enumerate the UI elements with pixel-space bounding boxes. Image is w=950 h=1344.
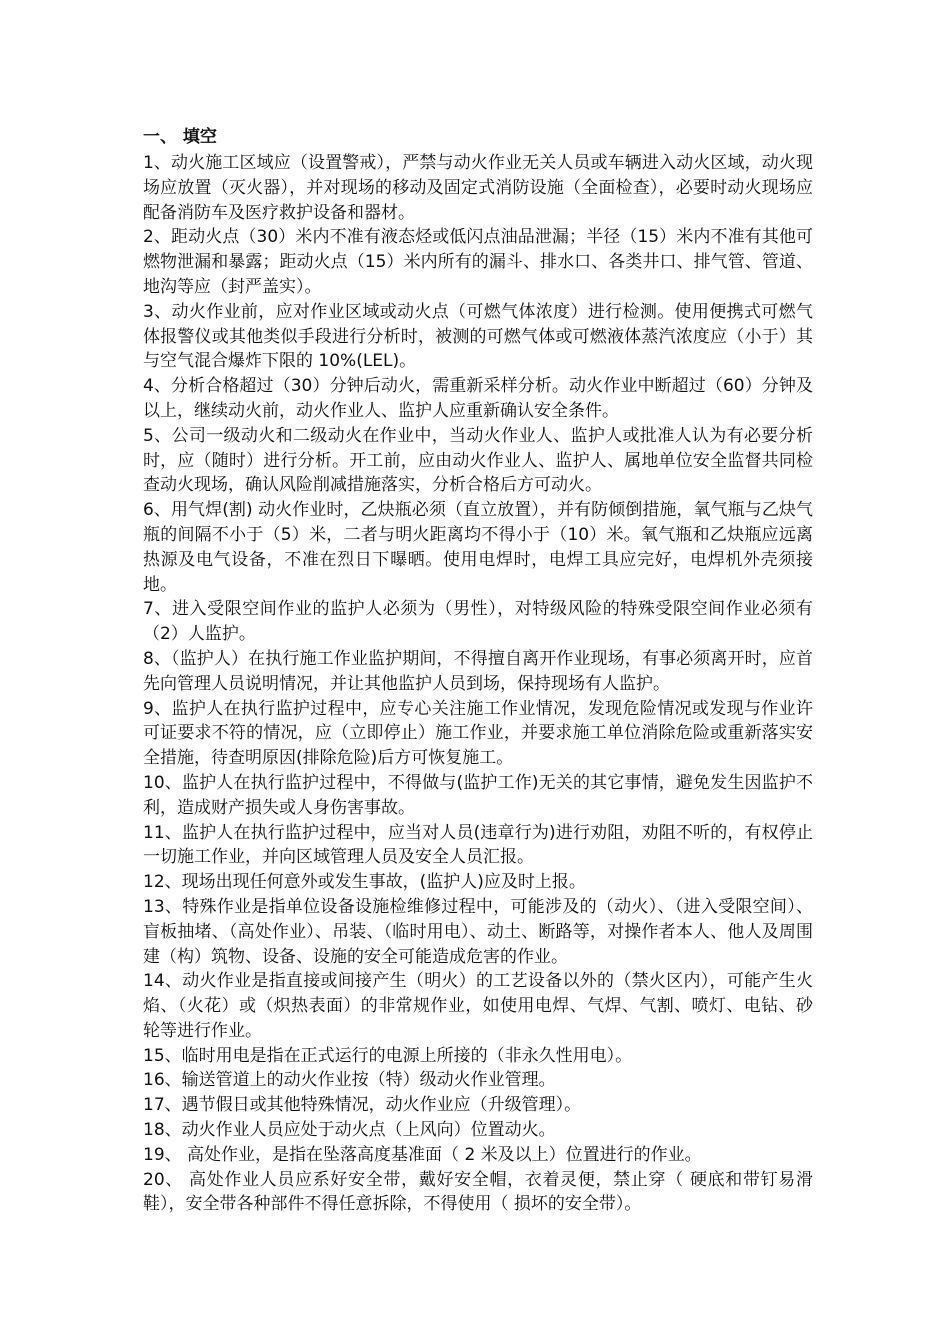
question-item-1: 1、动火施工区域应（设置警戒），严禁与动火作业无关人员或车辆进入动火区域，动火现场应放置（灭火器），并对现场的移动及固定式消防设施（全面检查），必要时动火现场应配备消防车及医疗救护设备和器材。 <box>143 153 813 223</box>
question-item-3: 3、动火作业前，应对作业区域或动火点（可燃气体浓度）进行检测。使用便携式可燃气体报警仪或其他类似手段进行分析时，被测的可燃气体或可燃液体蒸汽浓度应（小于）其与空气混合爆炸下限的 10%(LEL)。 <box>143 301 813 372</box>
question-item-16: 16、输送管道上的动火作业按（特）级动火作业管理。 <box>143 1070 556 1091</box>
question-item-2: 2、距动火点（30）米内不准有液态烃或低闪点油品泄漏；半径（15）米内不准有其他可燃物泄漏和暴露；距动火点（15）米内所有的漏斗、排水口、各类井口、排气管、管道、地沟等应（封严盖实）。 <box>143 227 813 297</box>
question-item-10: 10、监护人在执行监护过程中，不得做与(监护工作)无关的其它事情，避免发生因监护不利，造成财产损失或人身伤害事故。 <box>143 772 813 818</box>
question-item-20: 20、 高处作业人员应系好安全带，戴好安全帽，衣着灵便，禁止穿（ 硬底和带钉易滑鞋），安全带各种部件不得任意拆除，不得使用（ 损坏的安全带）。 <box>143 1169 813 1215</box>
document-page <box>143 125 813 1217</box>
question-item-7: 7、进入受限空间作业的监护人必须为（男性），对特级风险的特殊受限空间作业必须有（2）人监护。 <box>143 599 813 645</box>
question-item-9: 9、监护人在执行监护过程中，应专心关注施工作业情况，发现危险情况或发现与作业许可证要求不符的情况，应（立即停止）施工作业，并要求施工单位消除危险或重新落实安全措施，待查明原因(排除危险)后方可恢复施工。 <box>143 698 813 769</box>
question-item-11: 11、监护人在执行监护过程中，应当对人员(违章行为)进行劝阻，劝阻不听的，有权停止一切施工作业，并向区域管理人员及安全人员汇报。 <box>143 822 813 868</box>
question-list <box>143 151 813 1217</box>
question-item-15: 15、临时用电是指在正式运行的电源上所接的（非永久性用电）。 <box>143 1045 633 1066</box>
question-item-8: 8、（监护人）在执行施工作业监护期间，不得擅自离开作业现场，有事必须离开时，应首先向管理人员说明情况，并让其他监护人员到场，保持现场有人监护。 <box>143 648 813 694</box>
question-item-13: 13、特殊作业是指单位设备设施检维修过程中，可能涉及的（动火）、（进入受限空间）、盲板抽堵、（高处作业）、吊装、（临时用电）、动土、断路等，对操作者本人、他人及周围建（构）筑物、设备、设施的安全可能造成危害的作业。 <box>143 896 813 967</box>
question-item-4: 4、分析合格超过（30）分钟后动火，需重新采样分析。动火作业中断超过（60）分钟及以上，继续动火前，动火作业人、监护人应重新确认安全条件。 <box>143 376 813 421</box>
question-item-18: 18、动火作业人员应处于动火点（上风向）位置动火。 <box>143 1120 556 1141</box>
question-item-12: 12、现场出现任何意外或发生事故，(监护人)应及时上报。 <box>143 872 586 893</box>
question-item-19: 19、 高处作业，是指在坠落高度基准面（ 2 米及以上）位置进行的作业。 <box>143 1144 702 1165</box>
section-title: 一、 填空 <box>143 127 217 147</box>
question-item-6: 6、用气焊(割) 动火作业时，乙炔瓶必须（直立放置），并有防倾倒措施，氧气瓶与乙炔气瓶的间隔不小于（5）米，二者与明火距离均不得小于（10）米。氧气瓶和乙炔瓶应远离热源及电气设备，不准在烈日下曝晒。使用电焊时，电焊工具应完好，电焊机外壳须接地。 <box>143 500 813 595</box>
question-item-17: 17、遇节假日或其他特殊情况，动火作业应（升级管理）。 <box>143 1095 582 1116</box>
question-item-5: 5、公司一级动火和二级动火在作业中，当动火作业人、监护人或批准人认为有必要分析时，应（随时）进行分析。开工前，应由动火作业人、监护人、属地单位安全监督共同检查动火现场，确认风险削减措施落实，分析合格后方可动火。 <box>143 425 813 496</box>
question-item-14: 14、动火作业是指直接或间接产生（明火）的工艺设备以外的（禁火区内），可能产生火焰、（火花）或（炽热表面）的非常规作业，如使用电焊、气焊、气割、喷灯、电钻、砂轮等进行作业。 <box>143 971 813 1041</box>
